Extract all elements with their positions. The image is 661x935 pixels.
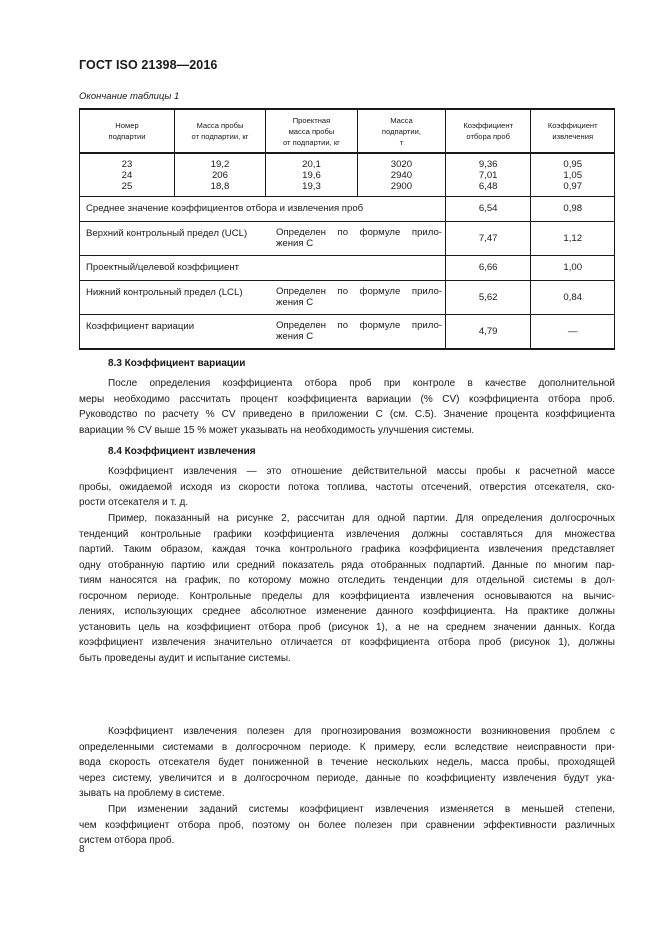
extraction-coefficient: 1,00 — [531, 255, 615, 280]
text-line: зывать на проблему в системе. — [79, 788, 225, 799]
cell-value: 2940 — [390, 170, 413, 182]
cell-value: 19,6 — [302, 170, 321, 182]
column-header-line: подпартии, — [381, 126, 421, 136]
summary-label-cell — [80, 314, 446, 349]
text-line: Коэффициент извлечения — это отношение действительной массы пробы к расчетной массе — [108, 466, 615, 477]
column-header-line: Коэффициент — [463, 121, 514, 130]
column-header — [531, 109, 615, 153]
text-line: систем отбора проб. — [79, 835, 175, 846]
cell-value: 18,8 — [210, 181, 230, 193]
text-line: пробы, ожидаемой исходя из скорости потока топлива, частоты отсечений, отверстия отсекателя, ско- — [79, 481, 615, 493]
cell-value: 23 — [121, 159, 133, 170]
text-line: вариации % CV выше 15 % может указывать на необходимость улучшения системы. — [79, 424, 475, 436]
summary-label: Среднее значение коэффициентов отбора и извлечения проб — [86, 203, 364, 215]
note-line: жения С — [276, 331, 314, 343]
section-8-3-heading: 8.3 Коэффициент вариации — [108, 358, 246, 369]
text-line: Руководство по расчету % CV приведено в приложении С (см. С.5). Значение процента коэффициента — [79, 409, 615, 420]
column-header-line: Проектная — [292, 115, 331, 125]
text-line: коэффициент извлечения значительно отличается от коэффициента отбора проб (рисунок 1), должны — [79, 637, 615, 648]
section-8-4-paragraph — [79, 724, 615, 802]
column-header — [357, 109, 445, 153]
summary-row — [80, 221, 615, 255]
table-header-row — [80, 109, 615, 153]
cell-value: 6,48 — [478, 181, 498, 193]
sampling-coefficient: 7,47 — [445, 221, 531, 255]
column-header-line: Масса — [390, 115, 413, 125]
summary-label-cell — [80, 255, 446, 280]
column-header-line: от подпартии, кг — [283, 137, 340, 147]
text-line: чем коэффициент отбора проб, поэтому он более полезен при сравнении эффективности различных — [79, 819, 615, 831]
extraction-coefficient: 0,84 — [531, 280, 615, 314]
summary-label-cell — [80, 221, 446, 255]
summary-label-cell — [80, 196, 446, 221]
section-8-4-paragraph — [79, 802, 615, 849]
summary-note — [276, 286, 442, 308]
summary-note — [276, 320, 442, 342]
column-header-line: масса пробы — [288, 126, 335, 136]
text-line: Коэффициент извлечения полезен для прогнозирования возможности возникновения проблем с — [108, 726, 615, 737]
text-line: определенными системами в долгосрочном периоде. К примеру, если вследствие неисправности при- — [79, 741, 615, 753]
column-header — [265, 109, 357, 153]
text-line: При изменении заданий системы коэффициент извлечения изменяется в меньшей степени, — [108, 804, 615, 815]
column-header-line: от подпартии, кг — [191, 132, 249, 141]
cell-value: 1,05 — [563, 170, 583, 182]
extraction-coefficient: 0,98 — [531, 196, 615, 221]
table-cell — [445, 153, 531, 196]
table-cell — [531, 153, 615, 196]
column-header — [174, 109, 265, 153]
column-header-line: Номер — [115, 121, 139, 130]
column-header-line: извлечения — [552, 132, 594, 141]
section-8-4-heading: 8.4 Коэффициент извлечения — [108, 446, 256, 457]
text-line: через систему, увеличится и в долгосрочном периоде, данные по коэффициенту извлечения будут ука- — [79, 772, 615, 784]
cell-value: 24 — [121, 170, 133, 182]
column-header-line: Масса пробы — [196, 121, 244, 130]
column-header-line: отбора проб — [466, 132, 510, 141]
cell-value: 20,1 — [302, 159, 321, 170]
note-line: Определен по формуле прило- — [276, 227, 442, 239]
text-line: установить цель на коэффициент отбора проб (рисунок 1), а не на среднем значении данных. Когда — [79, 621, 615, 633]
cell-value: 2900 — [390, 181, 413, 193]
column-header — [445, 109, 531, 153]
text-line: вода скорость отсекателя будет пониженной в течение нескольких недель, масса пробы, проходящей — [79, 757, 615, 768]
summary-label-cell — [80, 280, 446, 314]
summary-row — [80, 255, 615, 280]
page-number: 8 — [79, 844, 85, 855]
extraction-coefficient: 1,12 — [531, 221, 615, 255]
table-caption: Окончание таблицы 1 — [79, 91, 180, 102]
extraction-coefficient: — — [531, 314, 615, 349]
text-line: лениях, использующих среднее абсолютное изменение данного коэффициента. На практике должны — [79, 606, 615, 617]
summary-row — [80, 196, 615, 221]
column-header — [80, 109, 175, 153]
summary-note — [276, 227, 442, 249]
cell-value: 19,3 — [302, 181, 321, 193]
cell-value: 0,97 — [563, 181, 583, 193]
summary-row — [80, 314, 615, 349]
sampling-coefficient: 6,66 — [445, 255, 531, 280]
text-line: Пример, показанный на рисунке 2, рассчитан для одной партии. Для определения долгосрочных — [108, 513, 615, 524]
text-line: тиям наносятся на график, по которому можно отследить тенденции для отдельной системы в дол- — [79, 575, 615, 586]
text-line: госрочном периоде. Контрольные пределы для коэффициента извлечения основываются на вычис- — [79, 590, 615, 602]
section-8-3-text — [79, 376, 615, 438]
text-line: рости отсекателя и т. д. — [79, 497, 189, 508]
note-line: жения С — [276, 297, 314, 309]
table-cell — [80, 153, 175, 196]
cell-value: 206 — [211, 170, 228, 182]
summary-label: Нижний контрольный предел (LCL) — [86, 287, 243, 299]
text-line: одну отобранную партию или средний показатель ряда отобранных подпартий. Данные по многим пар- — [79, 559, 615, 571]
section-8-4-paragraph — [79, 511, 615, 666]
cell-value: 7,01 — [478, 170, 498, 182]
cell-value: 0,95 — [563, 159, 583, 170]
note-line: Определен по формуле прило- — [276, 320, 442, 332]
data-table — [79, 108, 615, 350]
section-8-4-paragraph — [79, 464, 615, 511]
summary-label: Верхний контрольный предел (UCL) — [86, 228, 248, 240]
text-line: тенденций контрольные графики коэффициента извлечения должны составляться для множества — [79, 528, 615, 540]
text-line: После определения коэффициента отбора проб при контроле в качестве дополнительной — [108, 378, 615, 389]
table-cell — [357, 153, 445, 196]
text-line: партий. Таким образом, каждая точка контрольного графика коэффициента извлечения представляет — [79, 544, 615, 555]
column-header-line: т — [399, 137, 404, 147]
note-line: жения С — [276, 238, 314, 250]
table-cell — [265, 153, 357, 196]
sampling-coefficient: 6,54 — [445, 196, 531, 221]
cell-value: 19,2 — [210, 159, 230, 170]
summary-row — [80, 280, 615, 314]
summary-label: Проектный/целевой коэффициент — [86, 262, 240, 274]
table-data-rows — [80, 153, 615, 196]
column-header-line: подпартии — [108, 132, 146, 141]
note-line: Определен по формуле прило- — [276, 286, 442, 298]
cell-value: 9,36 — [478, 159, 498, 170]
text-line: меры необходимо рассчитать процент коэффициента вариации (% CV) коэффициента отбора проб. — [79, 393, 615, 405]
sampling-coefficient: 5,62 — [445, 280, 531, 314]
sampling-coefficient: 4,79 — [445, 314, 531, 349]
summary-label: Коэффициент вариации — [86, 321, 195, 333]
table-cell — [174, 153, 265, 196]
document-title: ГОСТ ISO 21398—2016 — [79, 58, 218, 72]
text-line: быть проведены аудит и испытание системы. — [79, 652, 291, 664]
cell-value: 25 — [121, 181, 133, 193]
cell-value: 3020 — [390, 159, 413, 170]
column-header-line: Коэффициент — [547, 121, 598, 130]
